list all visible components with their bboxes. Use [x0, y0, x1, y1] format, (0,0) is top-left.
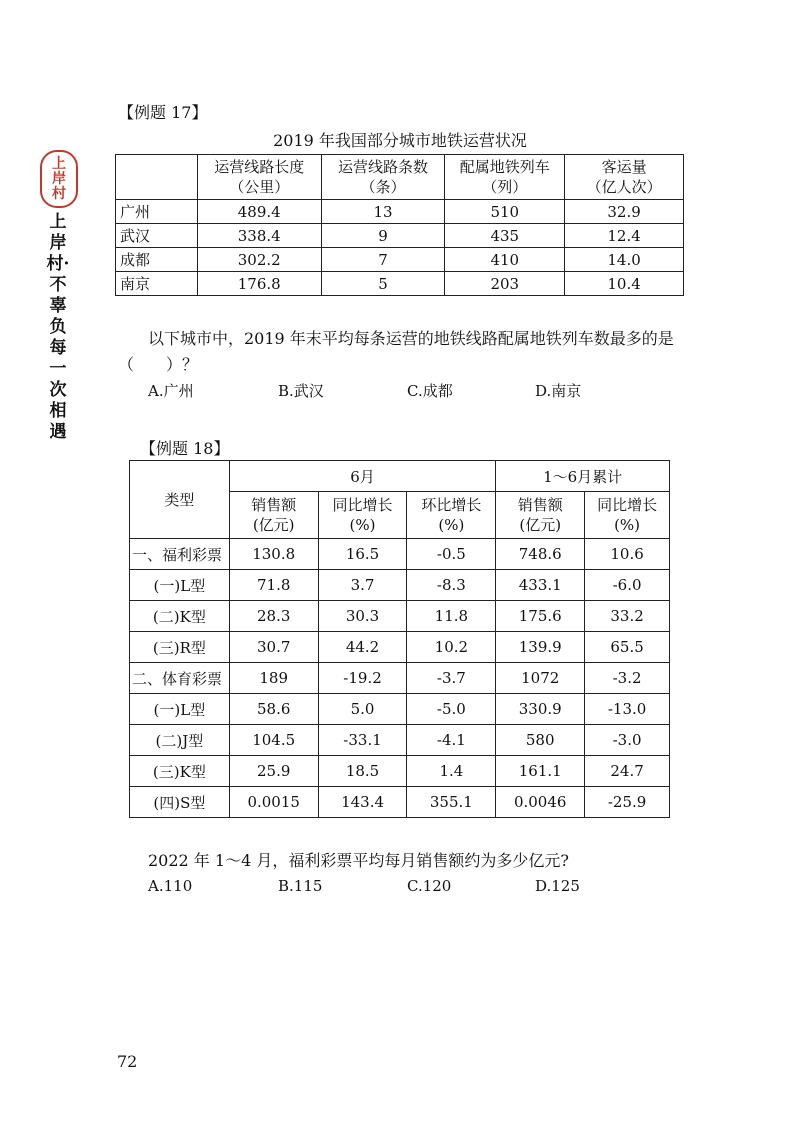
header-group-cumulative: 1～6月累计 [496, 461, 670, 492]
table-cell: 330.9 [496, 694, 585, 725]
table-cell: -3.2 [585, 663, 670, 694]
table-cell: 176.8 [197, 272, 321, 296]
table-cell: 0.0046 [496, 787, 585, 818]
subheader-cell: 销售额 (亿元) [496, 492, 585, 539]
table-cell: 33.2 [585, 601, 670, 632]
table-cell: 1.4 [407, 756, 496, 787]
type-cell: 二、体育彩票 [130, 663, 230, 694]
header-cell-empty [116, 155, 198, 200]
table-row [130, 725, 670, 756]
table-cell: -3.7 [407, 663, 496, 694]
table-cell: 435 [445, 224, 565, 248]
table-cell: 189 [229, 663, 318, 694]
header-group-june: 6月 [229, 461, 496, 492]
subheader-cell: 销售额 (亿元) [229, 492, 318, 539]
table-cell: 510 [445, 200, 565, 224]
table-cell: 161.1 [496, 756, 585, 787]
table-cell: 748.6 [496, 539, 585, 570]
table-cell: -25.9 [585, 787, 670, 818]
table-cell: 489.4 [197, 200, 321, 224]
example18-question: 2022 年 1～4 月，福利彩票平均每月销售额约为多少亿元? [148, 851, 569, 870]
subheader-cell: 同比增长 (%) [585, 492, 670, 539]
table-cell: 5.0 [318, 694, 407, 725]
table-cell: 14.0 [565, 248, 684, 272]
table-cell: 3.7 [318, 570, 407, 601]
option-d[interactable]: D.125 [535, 877, 580, 895]
table-cell: -13.0 [585, 694, 670, 725]
table-cell: 139.9 [496, 632, 585, 663]
brand-seal-logo [40, 150, 78, 208]
type-cell: (四)S型 [130, 787, 230, 818]
header-cell: 运营线路条数 （条） [321, 155, 445, 200]
city-cell: 南京 [116, 272, 198, 296]
table-cell: 433.1 [496, 570, 585, 601]
table-row [116, 224, 684, 248]
table-cell: 410 [445, 248, 565, 272]
table-cell: 12.4 [565, 224, 684, 248]
table-cell: 32.9 [565, 200, 684, 224]
table-cell: 355.1 [407, 787, 496, 818]
type-cell: 一、福利彩票 [130, 539, 230, 570]
table-cell: 18.5 [318, 756, 407, 787]
table-header-row [130, 461, 670, 492]
table-cell: -0.5 [407, 539, 496, 570]
table-cell: 28.3 [229, 601, 318, 632]
option-a[interactable]: A.110 [148, 877, 193, 895]
example17-label: 【例题 17】 [118, 103, 208, 122]
table-cell: 30.7 [229, 632, 318, 663]
table-cell: 9 [321, 224, 445, 248]
table-cell: 10.6 [585, 539, 670, 570]
table-cell: -19.2 [318, 663, 407, 694]
page-number: 72 [117, 1052, 138, 1071]
table-cell: 65.5 [585, 632, 670, 663]
header-cell: 运营线路长度 （公里） [197, 155, 321, 200]
table-cell: 338.4 [197, 224, 321, 248]
type-cell: (一)L型 [130, 694, 230, 725]
table-cell: 16.5 [318, 539, 407, 570]
table-row [130, 787, 670, 818]
example17-question: 以下城市中，2019 年末平均每条运营的地铁线路配属地铁列车数最多的是 [148, 329, 674, 348]
table-cell: 44.2 [318, 632, 407, 663]
seal-char: 岸 [52, 170, 66, 187]
table-row [130, 663, 670, 694]
table-row [116, 200, 684, 224]
table-cell: -8.3 [407, 570, 496, 601]
header-type: 类型 [130, 461, 230, 539]
type-cell: (二)J型 [130, 725, 230, 756]
table-row [130, 570, 670, 601]
city-cell: 广州 [116, 200, 198, 224]
table-cell: 10.4 [565, 272, 684, 296]
table-row [130, 694, 670, 725]
table-cell: 580 [496, 725, 585, 756]
table-cell: 175.6 [496, 601, 585, 632]
header-cell: 客运量 （亿人次） [565, 155, 684, 200]
option-b[interactable]: B.武汉 [278, 382, 324, 400]
table-cell: 30.3 [318, 601, 407, 632]
option-c[interactable]: C.120 [407, 877, 452, 895]
table-row [116, 272, 684, 296]
type-cell: (三)K型 [130, 756, 230, 787]
example17-question-blank: （ ）？ [118, 355, 199, 374]
table-cell: 104.5 [229, 725, 318, 756]
city-cell: 成都 [116, 248, 198, 272]
table-cell: 58.6 [229, 694, 318, 725]
table-row [116, 248, 684, 272]
table-cell: 24.7 [585, 756, 670, 787]
type-cell: (三)R型 [130, 632, 230, 663]
table-cell: -33.1 [318, 725, 407, 756]
table-cell: 1072 [496, 663, 585, 694]
example18-label: 【例题 18】 [140, 439, 230, 458]
table-cell: -6.0 [585, 570, 670, 601]
seal-char: 上 [52, 155, 66, 172]
table-row [130, 539, 670, 570]
subheader-cell: 环比增长 (%) [407, 492, 496, 539]
example17-table-title: 2019 年我国部分城市地铁运营状况 [273, 131, 527, 150]
table-cell: 11.8 [407, 601, 496, 632]
option-c[interactable]: C.成都 [407, 382, 453, 400]
subheader-cell: 同比增长 (%) [318, 492, 407, 539]
table-cell: 130.8 [229, 539, 318, 570]
side-slogan: 上岸村·不辜负每一次相遇 [46, 212, 70, 442]
option-d[interactable]: D.南京 [535, 382, 582, 400]
option-b[interactable]: B.115 [278, 877, 323, 895]
table-cell: 25.9 [229, 756, 318, 787]
header-cell: 配属地铁列车 （列） [445, 155, 565, 200]
table-cell: 13 [321, 200, 445, 224]
table-row [130, 756, 670, 787]
table-cell: 71.8 [229, 570, 318, 601]
option-a[interactable]: A.广州 [148, 382, 194, 400]
table-row [130, 632, 670, 663]
table-cell: 302.2 [197, 248, 321, 272]
metro-table [115, 154, 684, 296]
lottery-table [129, 460, 670, 818]
table-cell: -3.0 [585, 725, 670, 756]
seal-char: 村 [52, 185, 66, 202]
type-cell: (二)K型 [130, 601, 230, 632]
table-cell: 10.2 [407, 632, 496, 663]
table-cell: -4.1 [407, 725, 496, 756]
table-cell: -5.0 [407, 694, 496, 725]
table-header-row [116, 155, 684, 200]
table-row [130, 601, 670, 632]
table-cell: 5 [321, 272, 445, 296]
table-cell: 203 [445, 272, 565, 296]
table-cell: 7 [321, 248, 445, 272]
table-cell: 0.0015 [229, 787, 318, 818]
table-cell: 143.4 [318, 787, 407, 818]
type-cell: (一)L型 [130, 570, 230, 601]
city-cell: 武汉 [116, 224, 198, 248]
